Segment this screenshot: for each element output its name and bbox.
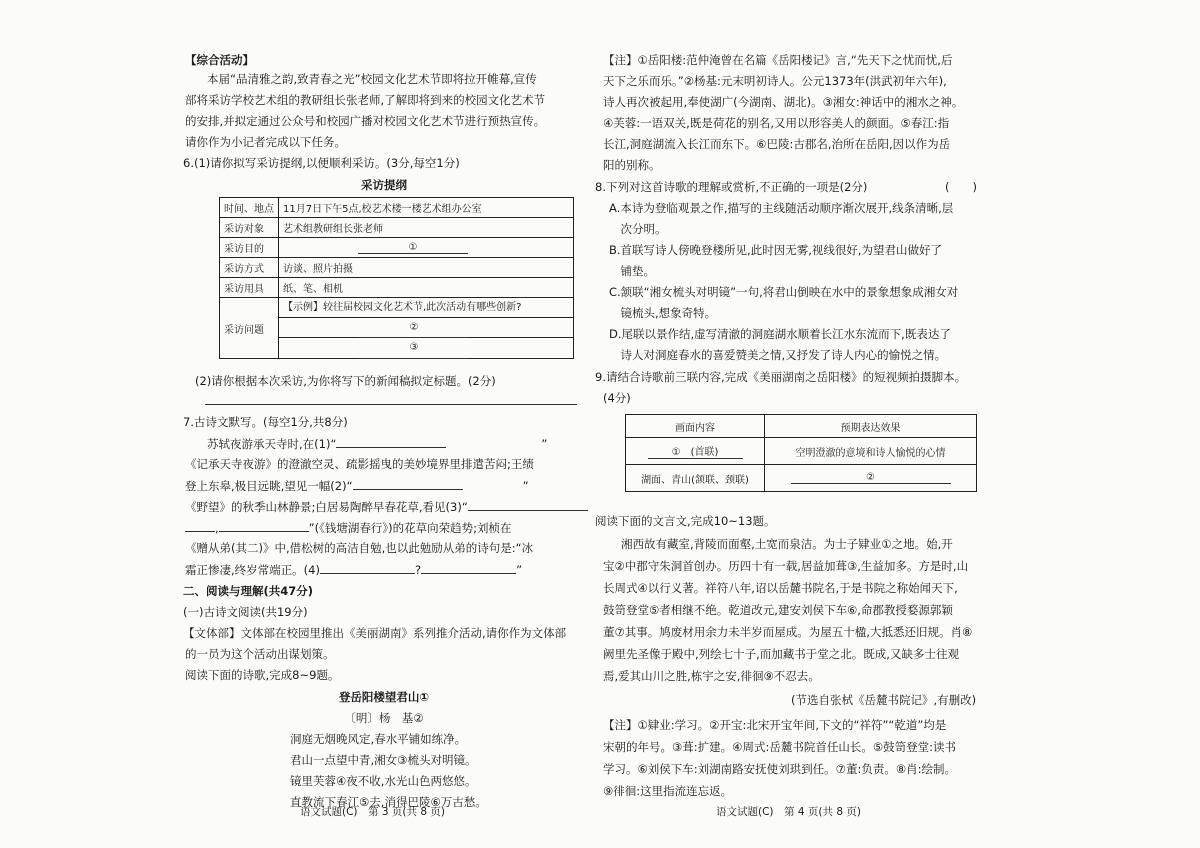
q7-text: ”(《钱塘湖春行》)的花草向荣趋势;刘桢在	[308, 521, 512, 535]
script-table	[625, 414, 977, 492]
table-row	[626, 438, 977, 465]
q7-line-1	[207, 435, 547, 453]
question-8: 8.下列对这首诗歌的理解或赏析,不正确的一项是(2分)	[595, 180, 868, 194]
source-citation: (节选自张栻《岳麓书院记》,有删改)	[791, 693, 977, 707]
q7-text: 登上东皋,极目远眺,望见一幅(2)“	[185, 479, 353, 493]
option-c-cont: 镜梳头,想象奇特。	[609, 306, 717, 320]
note-line: 阳的别称。	[603, 158, 661, 172]
table-row	[626, 415, 977, 438]
option-c: C.颔联“湘女梳头对明镜”一句,将君山倒映在水中的景象想象成湘女对	[609, 285, 959, 299]
answer-blank-2[interactable]: ②	[359, 318, 469, 338]
table-row	[626, 465, 977, 492]
section-2-1-title: (一)古诗文阅读(共19分)	[183, 605, 308, 619]
option-b: B.首联写诗人傍晚登楼所见,此时因无雾,视线很好,为望君山做好了	[609, 243, 943, 257]
table-row	[220, 198, 574, 218]
table-row	[220, 298, 574, 359]
q7-line-7	[185, 561, 522, 579]
question-6-2: (2)请你根据本次采访,为你将写下的新闻稿拟定标题。(2分)	[195, 374, 496, 388]
q7-text: ?	[414, 563, 422, 577]
answer-blank-1[interactable]: ① (首联)	[648, 443, 743, 459]
table-cell: 11月7日下午5点,校艺术楼一楼艺术组办公室	[279, 198, 574, 218]
table-cell: 采访方式	[220, 258, 279, 278]
read-instruction: 阅读下面的诗歌,完成8~9题。	[185, 668, 340, 682]
table-row	[220, 238, 574, 258]
wenyan-line: 焉,爱其山川之胜,栋宇之安,徘徊⑨不忍去。	[603, 669, 820, 683]
option-b-cont: 铺垫。	[609, 264, 655, 278]
answer-blank-1[interactable]: ①	[358, 242, 468, 254]
page-footer-left: 语文试题(C) 第 3 页(共 8 页)	[300, 806, 445, 818]
table-cell: 湖面、青山(颔联、颈联)	[626, 465, 765, 492]
wenyan-line: 宝②中郡守朱洞首创办。历四十有一载,居益加葺③,生益加多。方是时,山	[603, 559, 969, 573]
q7-text: 《野望》的秋季山林静景;白居易陶醉早春花草,看见(3)“	[185, 500, 468, 514]
note-line: ⑨徘徊:这里指流连忘返。	[603, 784, 733, 798]
answer-paren[interactable]: ( )	[945, 180, 977, 194]
answer-blank[interactable]	[219, 519, 309, 532]
example-question: 【示例】较往届校园文化艺术节,此次活动有哪些创新?	[279, 298, 573, 318]
answer-blank[interactable]	[421, 561, 516, 574]
q7-text: ”	[522, 479, 529, 493]
answer-blank-3[interactable]: ③	[359, 338, 469, 359]
poem-author: 〔明〕杨 基②	[344, 711, 424, 725]
poem-line: 直教流下春江⑤去,消得巴陵⑥万古愁。	[290, 795, 487, 809]
table-cell: 采访问题	[220, 298, 279, 359]
note-line: 长江,洞庭湖流入长江而东下。⑥巴陵:古郡名,治所在岳阳,因以作为岳	[603, 137, 951, 151]
table-cell	[279, 298, 574, 359]
q7-text: ”	[516, 563, 523, 577]
poem-line: 镜里芙蓉④夜不收,水光山色两悠悠。	[290, 774, 477, 788]
activity-line: 的一员为这个活动出谋划策。	[185, 647, 335, 661]
wenyan-line: 阙里先圣像于殿中,列绘七十子,而加藏书于堂之北。既成,又缺多士往观	[603, 647, 959, 661]
answer-blank[interactable]	[353, 477, 463, 490]
table-cell	[765, 465, 977, 492]
note-line: 宋朝的年号。③葺:扩建。④周式:岳麓书院首任山长。⑤鼓笥登堂:读书	[603, 740, 957, 754]
question-7: 7.古诗文默写。(每空1分,共8分)	[183, 415, 348, 429]
note-line: 诗人再次被起用,奉使湖广(今湖南、湖北)。③湘女:神话中的湘水之神。	[603, 95, 964, 109]
question-9: 9.请结合诗歌前三联内容,完成《美丽湖南之岳阳楼》的短视频拍摄脚本。	[595, 370, 967, 384]
table-row	[220, 278, 574, 298]
table-cell	[279, 238, 574, 258]
option-d-cont: 诗人对洞庭春水的喜爱赞美之情,又抒发了诗人内心的愉悦之情。	[609, 348, 947, 362]
table-cell: 采访目的	[220, 238, 279, 258]
intro-line: 请你作为小记者完成以下任务。	[185, 135, 346, 149]
table-header: 画面内容	[626, 415, 765, 438]
table-cell	[626, 438, 765, 465]
q7-line-4	[185, 498, 588, 516]
section-tag: 【综合活动】	[185, 53, 254, 67]
q7-line-2: 《记承天寺夜游》的澄澈空灵、疏影摇曳的美妙境界里排遣苦闷;王绩	[185, 457, 534, 471]
wenyan-line: 鼓笥登堂⑤者相继不绝。乾道改元,建安刘侯下车⑥,命郡教授婺源郭颖	[603, 603, 953, 617]
answer-blank[interactable]	[336, 435, 446, 448]
q7-line-3	[185, 477, 529, 495]
table-cell: 艺术组教研组长张老师	[279, 218, 574, 238]
question-9-score: (4分)	[603, 391, 631, 405]
table-title: 采访提纲	[361, 178, 407, 192]
q7-line-6: 《赠从弟(其二)》中,借松树的高洁自勉,也以此勉励从弟的诗句是:“冰	[185, 541, 534, 555]
answer-blank-2[interactable]: ②	[791, 472, 951, 484]
q7-text: 苏轼夜游承天寺时,在(1)“	[207, 437, 337, 451]
note-line: 学习。⑥刘侯下车:刘湖南路安抚使刘珙到任。⑦董:负责。⑧肖:绘制。	[603, 762, 957, 776]
table-cell: 采访用具	[220, 278, 279, 298]
wenyan-line: 长周式④以行义著。祥符八年,诏以岳麓书院名,于是书院之称始闻天下,	[603, 581, 958, 595]
note-line: 【注】①肄业:学习。②开宝:北宋开宝年间,下文的“祥符”“乾道”均是	[603, 718, 947, 732]
page-footer-right: 语文试题(C) 第 4 页(共 8 页)	[716, 806, 861, 818]
activity-line: 【文体部】文体部在校园里推出《美丽湖南》系列推介活动,请你作为文体部	[183, 626, 567, 640]
q7-text: 霜正惨凄,终岁常端正。(4)	[185, 563, 320, 577]
wenyan-line: 董⑦其事。鸠废材用余力未半岁而屋成。为屋五十楹,大抵悉还旧规。肖⑧	[603, 625, 973, 639]
answer-blank[interactable]	[185, 519, 215, 532]
intro-line: 部将采访学校艺术组的教研组长张老师,了解即将到来的校园文化艺术节	[185, 93, 546, 107]
table-header: 预期表达效果	[765, 415, 977, 438]
question-6-1: 6.(1)请你拟写采访提纲,以便顺利采访。(3分,每空1分)	[183, 156, 460, 170]
table-cell: 采访对象	[220, 218, 279, 238]
answer-blank[interactable]	[320, 561, 415, 574]
option-a: A.本诗为登临观景之作,描写的主线随活动顺序渐次展开,线条清晰,层	[609, 201, 954, 215]
table-cell: 纸、笔、相机	[279, 278, 574, 298]
q7-text: ”	[541, 437, 548, 451]
table-cell: 时间、地点	[220, 198, 279, 218]
q7-line-5: , ”(《钱塘湖春行》)的花草向荣趋势;刘桢在	[185, 519, 511, 537]
answer-blank[interactable]	[468, 498, 588, 511]
interview-outline-table	[219, 197, 574, 359]
read-instruction: 阅读下面的文言文,完成10~13题。	[595, 514, 776, 528]
note-line: ④芙蓉:一语双关,既是荷花的别名,又用以形容美人的颜面。⑤春江:指	[603, 116, 950, 130]
option-d: D.尾联以景作结,虚写清澈的洞庭湖水顺着长江水东流而下,既表达了	[609, 327, 951, 341]
table-cell: 空明澄澈的意境和诗人愉悦的心情	[765, 438, 977, 465]
intro-line: 的安排,并拟定通过公众号和校园广播对校园文化艺术节进行预热宣传。	[185, 114, 546, 128]
poem-title: 登岳阳楼望君山①	[338, 690, 430, 704]
table-row	[220, 218, 574, 238]
poem-line: 君山一点望中青,湘女③梳头对明镜。	[290, 753, 477, 767]
answer-line[interactable]	[205, 404, 577, 405]
table-row	[220, 258, 574, 278]
option-a-cont: 次分明。	[609, 222, 667, 236]
section-2-title: 二、阅读与理解(共47分)	[183, 584, 314, 598]
wenyan-line: 湘西故有藏室,背陵而面壑,土宽而泉洁。为士子肄业①之地。始,开	[621, 537, 953, 551]
note-line: 天下之乐而乐。”②杨基:元末明初诗人。公元1373年(洪武初年六年),	[603, 74, 947, 88]
poem-line: 洞庭无烟晚风定,春水平铺如练净。	[290, 732, 467, 746]
intro-line: 本届“品清雅之韵,致青春之光”校园文化艺术节即将拉开帷幕,宣传	[207, 72, 537, 86]
note-line: 【注】①岳阳楼:范仲淹曾在名篇《岳阳楼记》言,“先天下之忧而忧,后	[603, 53, 953, 67]
table-cell: 访谈、照片拍摄	[279, 258, 574, 278]
